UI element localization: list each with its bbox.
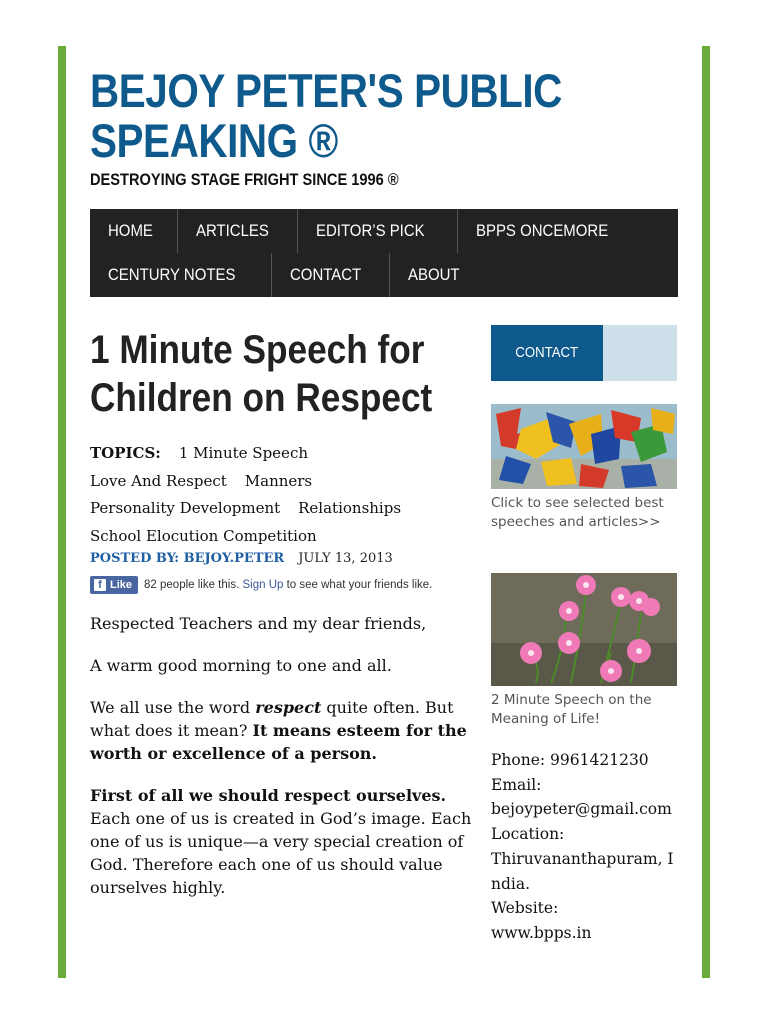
website-label: Website: — [491, 899, 559, 918]
post-title: 1 Minute Speech for Children on Respect — [90, 328, 433, 420]
fb-count-text: 82 people like this. — [144, 579, 240, 591]
website-link[interactable]: www.bpps.in — [491, 923, 592, 942]
paragraph: We all use the word respect quite often. But what does it mean? It means esteem for the worth or excellence of a person. — [90, 698, 467, 763]
email-label: Email: — [491, 775, 542, 794]
pink-flowers-image — [491, 573, 677, 686]
topic-tag[interactable]: Love And Respect — [90, 471, 227, 490]
nav-item-contact[interactable]: CONTACT — [272, 253, 390, 297]
speeches-thumbnail-image[interactable] — [491, 404, 677, 489]
facebook-like-widget — [90, 576, 432, 594]
facebook-icon: f — [94, 579, 106, 591]
nav-item-about[interactable]: ABOUT — [407, 265, 460, 284]
sidebar-contact-widget — [491, 325, 677, 381]
topics-list — [90, 440, 480, 551]
flowers-thumbnail-image[interactable] — [491, 573, 677, 686]
nav-item-articles[interactable]: ARTICLES — [178, 209, 298, 253]
posted-by[interactable]: POSTED BY: BEJOY.PETER — [90, 551, 285, 566]
topic-tag[interactable]: Personality Development — [90, 499, 281, 518]
post-body — [90, 612, 480, 918]
nav-item-home[interactable]: HOME — [90, 209, 178, 253]
fb-signup-link[interactable]: Sign Up — [242, 579, 284, 591]
facebook-like-button[interactable]: f Like — [90, 576, 138, 594]
site-tagline: DESTROYING STAGE FRIGHT SINCE 1996 ® — [90, 170, 399, 189]
location-text: Thiruvananthapuram, India. — [491, 849, 674, 893]
topic-tag[interactable]: Manners — [244, 471, 313, 490]
topic-tag[interactable]: School Elocution Competition — [90, 527, 317, 546]
paragraph: A warm good morning to one and all. — [90, 656, 392, 675]
paragraph: Respected Teachers and my dear friends, — [90, 614, 427, 633]
post-meta — [90, 551, 393, 566]
main-nav — [90, 209, 678, 297]
fb-rest-text: to see what your friends like. — [286, 579, 433, 591]
nav-item-editors-pick[interactable]: EDITOR’S PICK — [298, 209, 458, 253]
site-title[interactable]: BEJOY PETER'S PUBLIC SPEAKING ® — [90, 64, 562, 167]
nav-row-1 — [90, 209, 678, 253]
location-label: Location: — [491, 825, 565, 844]
sidebar-contact-info — [491, 748, 677, 946]
email-link[interactable]: bejoypeter@gmail.com — [491, 800, 672, 819]
nav-item-bpps-oncemore[interactable]: BPPS ONCEMORE — [476, 221, 609, 240]
topic-tag[interactable]: 1 Minute Speech — [178, 444, 308, 462]
paragraph: First of all we should respect ourselves. Each one of us is created in God’s image. Each one of us is unique—a very special creation of God. Therefore each one of us should value ourselves highly. — [90, 786, 472, 897]
life-speech-caption-link[interactable]: 2 Minute Speech on the Meaning of Life! — [491, 692, 652, 727]
nav-row-2 — [90, 253, 678, 297]
sidebar-contact-button[interactable]: CONTACT — [491, 325, 603, 381]
nav-item-century-notes[interactable]: CENTURY NOTES — [90, 253, 272, 297]
speeches-caption-link[interactable]: Click to see selected best speeches and articles>> — [491, 495, 664, 530]
phone-text: Phone: 9961421230 — [491, 751, 649, 769]
topic-tag[interactable]: Relationships — [298, 499, 402, 518]
topics-label: TOPICS: — [90, 444, 161, 462]
post-date: JULY 13, 2013 — [298, 551, 393, 566]
colorful-figures-image — [491, 404, 677, 489]
